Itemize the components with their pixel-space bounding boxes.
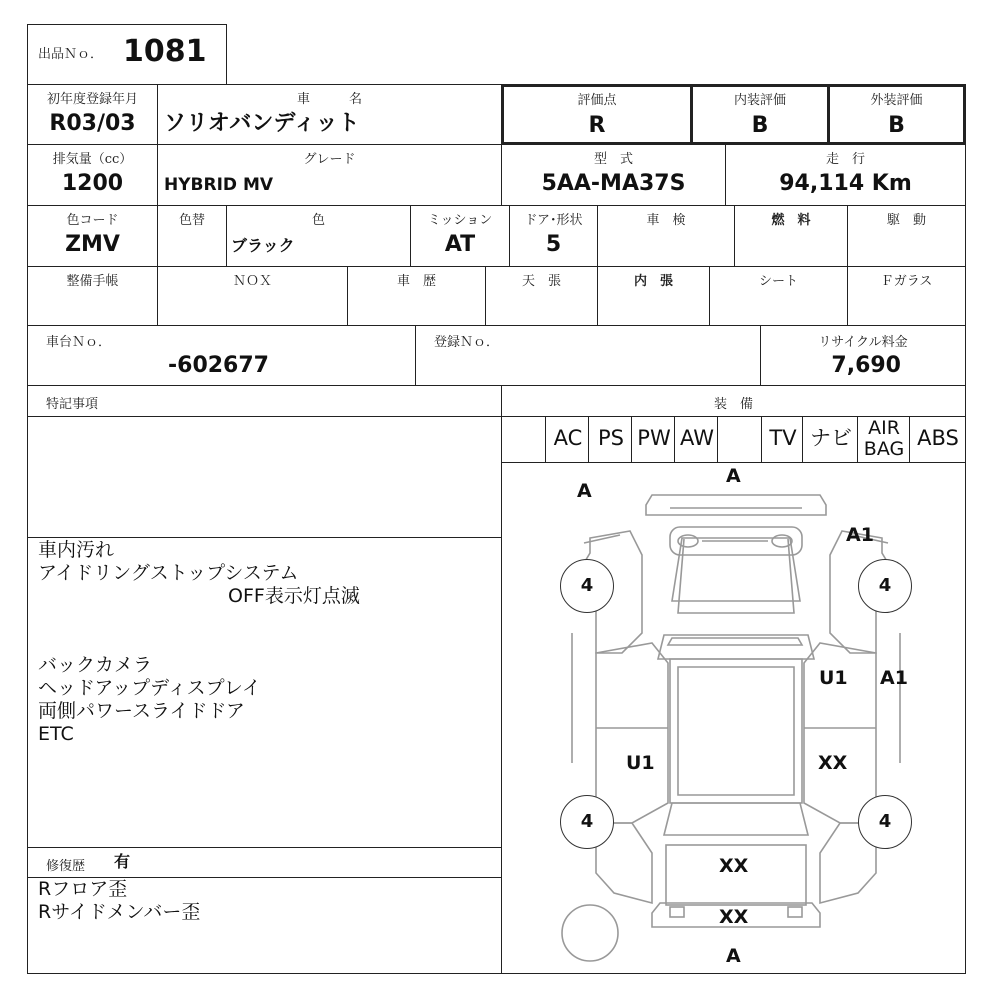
chassis-no-cell <box>27 325 416 386</box>
nox-cell <box>157 266 348 326</box>
car-outline-drawing <box>502 463 965 973</box>
inspection-label: 車 検 <box>646 213 686 228</box>
repaint-cell <box>157 205 227 267</box>
equip-item-airbag: AIR BAG <box>863 417 905 460</box>
repair-value: 有 <box>114 852 131 871</box>
equip-divider <box>909 417 910 463</box>
notes-label: 特記事項 <box>46 397 99 412</box>
tire-front-left: 4 <box>560 559 614 613</box>
seat-label: シート <box>758 274 798 289</box>
exterior-label: 外装評価 <box>870 93 923 108</box>
damage-right-rear-door: XX <box>818 752 848 774</box>
repaint-label: 色替 <box>178 213 205 228</box>
history-label: 車 歴 <box>396 274 436 289</box>
repair-label: 修復歴 <box>46 859 86 874</box>
equip-item-navi: ナビ <box>810 426 852 450</box>
damage-rear-bumper: XX <box>719 906 749 928</box>
tire-rear-left: 4 <box>560 795 614 849</box>
car-name-label: 車 名 <box>296 92 362 107</box>
displacement-cell <box>27 144 158 206</box>
seat-cell <box>709 266 848 326</box>
equip-divider <box>761 417 762 463</box>
listing-no-label: 出品Ｎｏ． <box>38 47 104 62</box>
damage-right-side: A1 <box>880 667 908 689</box>
inner-lining-cell <box>597 266 710 326</box>
recycle-fee-cell <box>760 325 966 386</box>
roof-lining-cell <box>485 266 598 326</box>
equip-item-ac: AC <box>553 426 583 450</box>
damage-left-rear-door: U1 <box>626 752 655 774</box>
score-label: 評価点 <box>577 93 617 108</box>
reg-date-cell <box>27 84 158 145</box>
interior-label: 内装評価 <box>733 93 786 108</box>
color-cell <box>226 205 411 267</box>
registration-no-label: 登録Ｎｏ． <box>434 335 500 350</box>
listing-no-value: 1081 <box>123 34 207 69</box>
tire-front-right: 4 <box>858 559 912 613</box>
equip-divider <box>674 417 675 463</box>
fuel-label: 燃 料 <box>771 213 811 228</box>
front-glass-label: Ｆガラス <box>880 274 933 289</box>
color-label: 色 <box>311 213 325 228</box>
equip-divider <box>857 417 858 463</box>
exterior-cell <box>827 84 966 145</box>
color-code-label: 色コード <box>66 213 119 228</box>
damage-front-bumper: A <box>726 465 741 487</box>
equipment-row <box>501 416 966 463</box>
exterior-value: B <box>888 113 905 138</box>
fuel-cell <box>734 205 848 267</box>
mileage-value: 94,114 Km <box>779 171 912 196</box>
model-cell <box>501 144 726 206</box>
mileage-cell <box>725 144 966 206</box>
equip-divider <box>545 417 546 463</box>
displacement-value: 1200 <box>61 171 124 196</box>
notes-upper <box>27 416 502 538</box>
front-glass-cell <box>847 266 966 326</box>
nox-label: ＮＯＸ <box>232 274 272 289</box>
color-code-value: ZMV <box>65 232 120 257</box>
drive-cell <box>847 205 966 267</box>
interior-cell <box>690 84 830 145</box>
score-value: R <box>588 113 606 138</box>
grade-label: グレード <box>303 152 356 167</box>
inner-lining-label: 内 張 <box>633 274 673 289</box>
repair-details <box>27 877 502 974</box>
displacement-label: 排気量（cc） <box>52 152 133 167</box>
recycle-fee-label: リサイクル料金 <box>818 335 908 350</box>
color-code-cell <box>27 205 158 267</box>
door-label: ドア･形状 <box>524 213 583 228</box>
equip-item-tv: TV <box>769 426 797 450</box>
model-value: 5AA-MA37S <box>541 171 686 196</box>
door-cell <box>509 205 598 267</box>
chassis-no-value: -602677 <box>168 353 269 378</box>
equip-divider <box>717 417 718 463</box>
mission-label: ミッション <box>427 213 493 228</box>
notes-lower <box>27 537 502 848</box>
maintenance-record-label: 整備手帳 <box>66 274 119 289</box>
equipment-header <box>501 385 966 417</box>
repair-details-text: Rフロア歪 Rサイドメンバー歪 <box>38 878 201 923</box>
inspection-cell <box>597 205 735 267</box>
model-label: 型 式 <box>593 152 633 167</box>
repair-header <box>27 847 502 878</box>
equipment-label: 装 備 <box>713 397 753 412</box>
reg-date-value: R03/03 <box>49 111 136 136</box>
equip-item-pw: PW <box>637 426 671 450</box>
damage-front-left: A <box>577 480 592 502</box>
drive-label: 駆 動 <box>886 213 926 228</box>
equip-item-ps: PS <box>598 426 624 450</box>
roof-lining-label: 天 張 <box>521 274 561 289</box>
car-diagram-box <box>501 462 966 974</box>
chassis-no-label: 車台Ｎｏ． <box>46 335 112 350</box>
color-value: ブラック <box>231 236 295 255</box>
grade-cell <box>157 144 502 206</box>
damage-rear-panel: XX <box>719 855 749 877</box>
notes-text: 車内汚れ アイドリングストップシステム OFF表示灯点滅 バックカメラ ヘッドアップディスプレイ 両側パワースライドドア ETC <box>38 539 360 745</box>
registration-no-cell <box>415 325 761 386</box>
mission-cell <box>410 205 510 267</box>
reg-date-label: 初年度登録年月 <box>46 92 138 107</box>
car-name-value: ソリオバンディット <box>164 111 360 136</box>
damage-right-front-fender: A1 <box>846 524 874 546</box>
car-name-cell <box>157 84 502 145</box>
listing-no-box <box>27 24 227 85</box>
equip-divider <box>802 417 803 463</box>
damage-right-front-door: U1 <box>819 667 848 689</box>
equip-item-aw: AW <box>680 426 714 450</box>
interior-value: B <box>751 113 769 138</box>
score-cell <box>501 84 693 145</box>
damage-rear-bottom: A <box>726 945 741 967</box>
door-value: 5 <box>545 232 562 257</box>
recycle-fee-value: 7,690 <box>831 353 901 378</box>
mission-value: AT <box>444 232 476 257</box>
mileage-label: 走 行 <box>825 152 865 167</box>
history-cell <box>347 266 486 326</box>
grade-value: HYBRID MV <box>164 175 274 195</box>
equip-divider <box>631 417 632 463</box>
equip-item-abs: ABS <box>917 426 959 450</box>
notes-header <box>27 385 502 417</box>
tire-rear-right: 4 <box>858 795 912 849</box>
equip-divider <box>588 417 589 463</box>
maintenance-record-cell <box>27 266 158 326</box>
